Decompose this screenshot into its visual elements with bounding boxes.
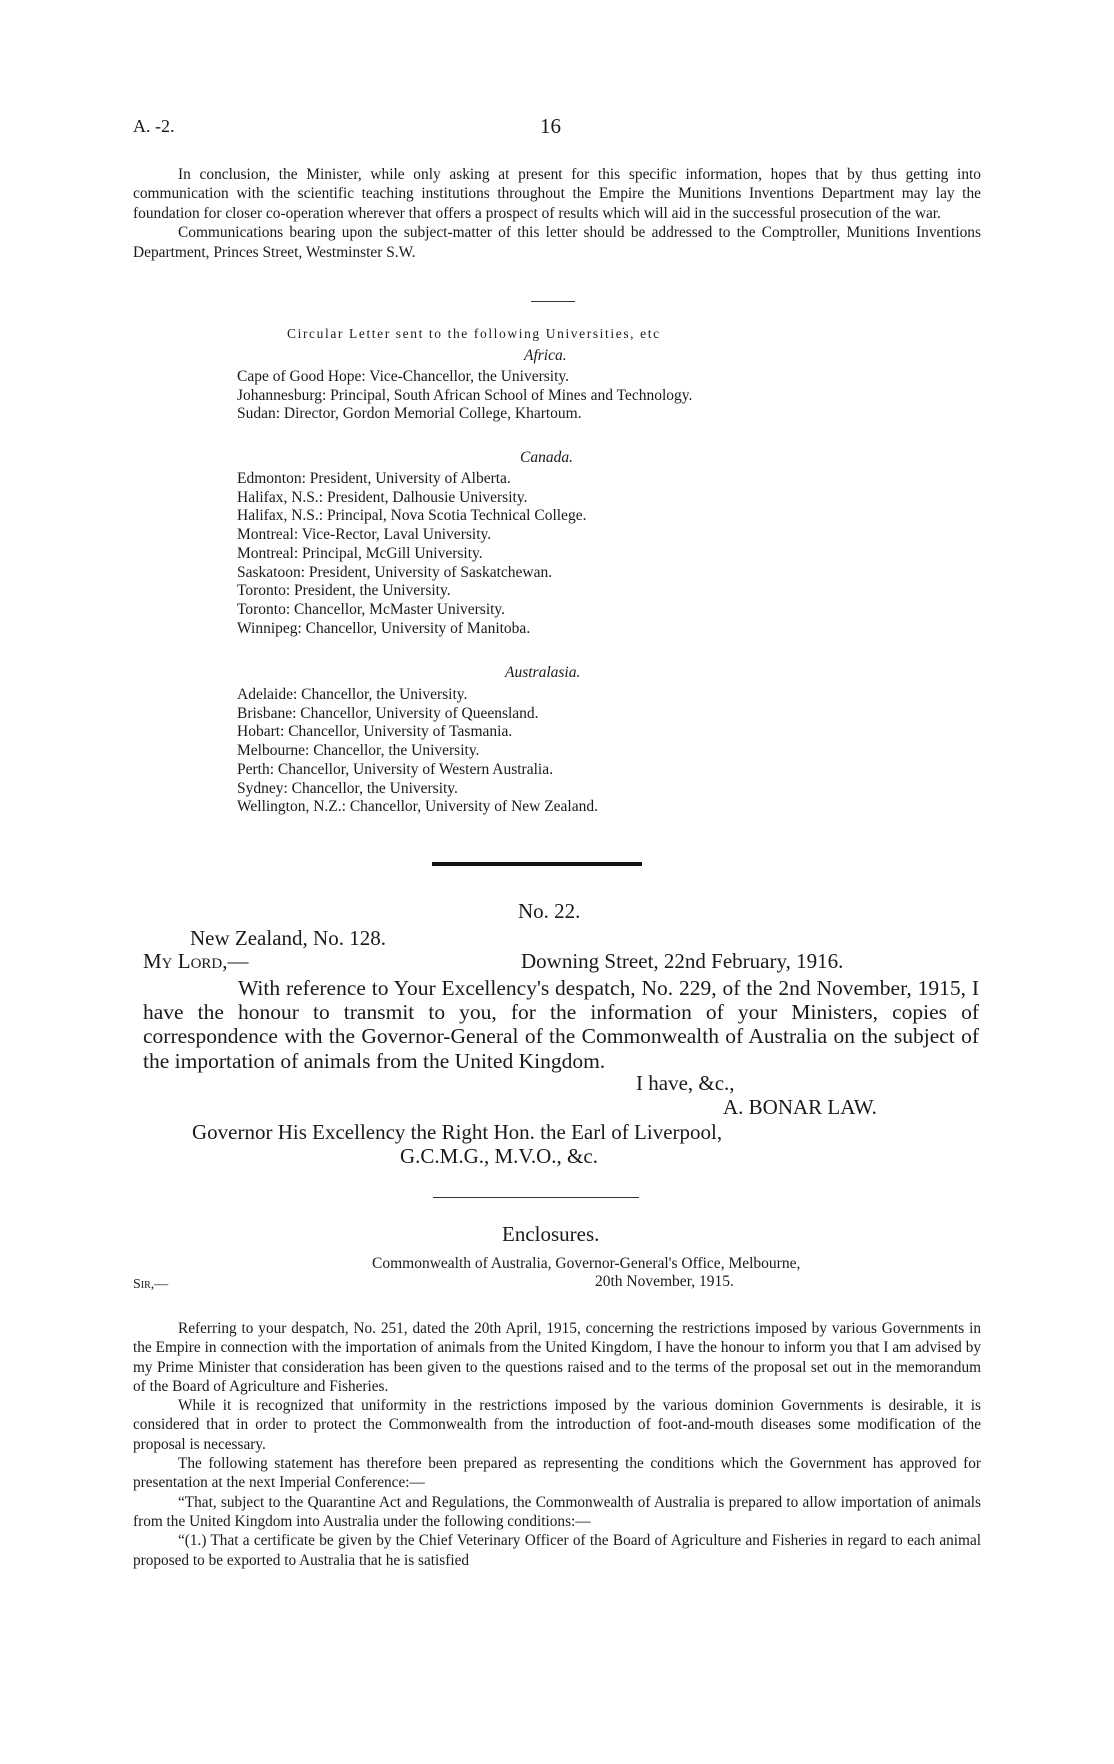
letter-reference: New Zealand, No. 128. [190, 926, 386, 950]
enclosure-paragraph: The following statement has therefore been prepared as representing the conditions which the Government has approved for presentation at the next Imperial Conference:— [133, 1455, 981, 1492]
conclusion-paragraph: In conclusion, the Minister, while only asking at present for this specific information, hopes that by thus getting into communication with the scientific teaching institutions throughout the Empire the Munitions Inventions Department may lay the foundation for closer co-operation wherever that offers a prospect of results which will aid in the successful prosecution of the war. [133, 166, 981, 222]
list-item: Melbourne: Chancellor, the University. [237, 742, 480, 760]
list-item: Brisbane: Chancellor, University of Queensland. [237, 704, 539, 722]
section-divider-short [531, 301, 575, 302]
list-item: Montreal: Principal, McGill University. [237, 544, 483, 562]
enclosure-body [133, 1319, 981, 1570]
list-item: Wellington, N.Z.: Chancellor, University of New Zealand. [237, 798, 598, 816]
section-divider-thick [432, 862, 642, 866]
region-heading-africa: Africa. [524, 347, 567, 364]
conclusion-section [133, 165, 981, 262]
list-item: Sydney: Chancellor, the University. [237, 779, 458, 797]
list-item: Adelaide: Chancellor, the University. [237, 686, 468, 703]
enclosure-paragraph: “That, subject to the Quarantine Act and Regulations, the Commonwealth of Australia is prepared to allow importation of animals from the United Kingdom into Australia under the following conditions:— [133, 1493, 981, 1530]
letter-body [143, 976, 979, 1073]
enclosure-paragraph: “(1.) That a certificate be given by the Chief Veterinary Officer of the Board of Agriculture and Fisheries in regard to each animal proposed to be exported to Australia that he is satisfied [133, 1532, 981, 1569]
enclosure-salutation: Sir,— [133, 1277, 169, 1292]
letter-place-date: Downing Street, 22nd February, 1916. [521, 949, 844, 973]
list-item: Halifax, N.S.: Principal, Nova Scotia Technical College. [237, 507, 587, 525]
page-header-reference: A. -2. [133, 116, 175, 136]
list-item: Winnipeg: Chancellor, University of Manitoba. [237, 619, 531, 637]
region-heading-australasia: Australasia. [505, 664, 581, 681]
list-item: Johannesburg: Principal, South African School of Mines and Technology. [237, 386, 693, 404]
communications-paragraph: Communications bearing upon the subject-matter of this letter should be addressed to the Comptroller, Munitions Inventions Department, Princes Street, Westminster S.W. [133, 224, 981, 261]
list-item: Saskatoon: President, University of Saskatchewan. [237, 563, 553, 581]
canada-address-list [237, 470, 586, 638]
document-number: No. 22. [518, 899, 581, 923]
enclosure-paragraph: While it is recognized that uniformity in the restrictions imposed by the various dominion Governments is desirable, it is considered that in order to protect the Commonwealth from the introduction of foot-and-mouth diseases some modification of the proposal is necessary. [133, 1397, 981, 1453]
section-divider [433, 1197, 639, 1198]
letter-addressee-honours: G.C.M.G., M.V.O., &c. [400, 1144, 598, 1168]
enclosure-date: 20th November, 1915. [595, 1273, 734, 1290]
enclosure-origin: Commonwealth of Australia, Governor-General's Office, Melbourne, [372, 1255, 801, 1272]
list-item: Montreal: Vice-Rector, Laval University. [237, 526, 492, 544]
letter-salutation: My Lord,— [143, 949, 249, 973]
page-number: 16 [540, 114, 561, 138]
letter-signature: A. BONAR LAW. [723, 1095, 877, 1119]
australasia-address-list [237, 686, 598, 817]
list-item: Edmonton: President, University of Alberta. [237, 470, 511, 487]
region-heading-canada: Canada. [520, 449, 573, 466]
list-item: Toronto: Chancellor, McMaster University. [237, 600, 506, 618]
list-item: Perth: Chancellor, University of Western Australia. [237, 760, 553, 778]
letter-closing: I have, &c., [636, 1071, 735, 1095]
letter-addressee: Governor His Excellency the Right Hon. the Earl of Liverpool, [192, 1120, 723, 1144]
enclosures-heading: Enclosures. [502, 1222, 600, 1246]
circular-letter-caption: Circular Letter sent to the following Universities, etc [287, 326, 661, 341]
list-item: Toronto: President, the University. [237, 582, 451, 600]
africa-address-list [237, 368, 692, 424]
letter-body-text: With reference to Your Excellency's despatch, No. 229, of the 2nd November, 1915, I have the honour to transmit to you, for the information of your Ministers, copies of correspondence with the Governor-General of the Commonwealth of Australia on the subject of the importation of animals from the United Kingdom. [143, 976, 979, 1073]
enclosure-paragraph: Referring to your despatch, No. 251, dated the 20th April, 1915, concerning the restrictions imposed by various Governments in the Empire in connection with the importation of animals from the United Kingdom, I have the honour to inform you that I am advised by my Prime Minister that consideration has been given to the questions raised and to the terms of the proposal set out in the memorandum of the Board of Agriculture and Fisheries. [133, 1320, 981, 1395]
list-item: Sudan: Director, Gordon Memorial College, Khartoum. [237, 405, 582, 423]
list-item: Halifax, N.S.: President, Dalhousie University. [237, 488, 528, 506]
list-item: Cape of Good Hope: Vice-Chancellor, the University. [237, 368, 570, 385]
list-item: Hobart: Chancellor, University of Tasmania. [237, 723, 513, 741]
